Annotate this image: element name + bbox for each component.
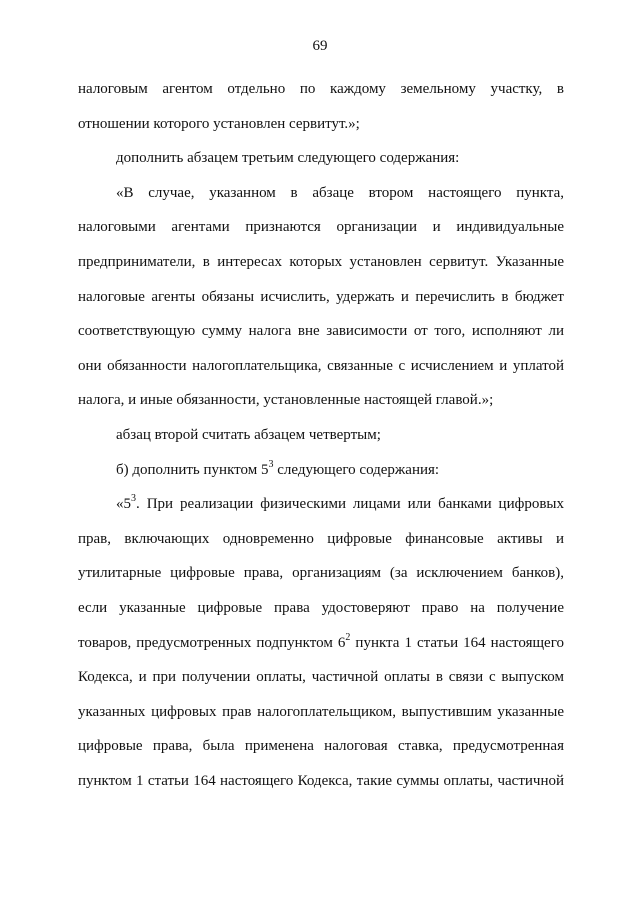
text-line: прав, включающих одновременно цифровые финансовые активы и <box>78 530 564 547</box>
text-line: дополнить абзацем третьим следующего содержания: <box>116 150 460 167</box>
text-line: Кодекса, и при получении оплаты, частичной оплаты в связи с выпуском <box>78 669 564 686</box>
text-line <box>78 487 564 522</box>
document-body <box>78 72 564 798</box>
text-line <box>78 453 564 488</box>
text-line: налоговые агенты обязаны исчислить, удержать и перечислить в бюджет <box>78 288 564 305</box>
text-line: соответствующую сумму налога вне зависимости от того, исполняют ли <box>78 323 564 340</box>
text-fragment: «5 <box>116 496 131 513</box>
text-line: налога, и иные обязанности, установленные настоящей главой.»; <box>78 392 494 409</box>
page-number: 69 <box>312 38 328 54</box>
text-line: утилитарные цифровые права, организациям (за исключением банков), <box>78 565 564 582</box>
text-fragment: б) дополнить пунктом 5 <box>116 461 269 478</box>
text-line: если указанные цифровые права удостоверяют право на получение <box>78 599 564 616</box>
text-line: налоговым агентом отдельно по каждому земельному участку, в <box>78 81 564 97</box>
text-line <box>78 626 564 661</box>
text-fragment: пункта 1 статьи 164 настоящего <box>350 634 564 651</box>
text-line: пунктом 1 статьи 164 настоящего Кодекса, такие суммы оплаты, частичной <box>78 772 564 789</box>
text-line: цифровые права, была применена налоговая ставка, предусмотренная <box>78 738 564 755</box>
text-fragment: следующего содержания: <box>273 461 440 478</box>
superscript: 2 <box>345 631 351 643</box>
text-line: отношении которого установлен сервитут.»; <box>78 115 360 132</box>
text-line: предприниматели, в интересах которых установлен сервитут. Указанные <box>78 253 564 270</box>
text-line: налоговыми агентами признаются организации и индивидуальные <box>78 219 564 236</box>
superscript: 3 <box>268 458 274 470</box>
text-line: указанных цифровых прав налогоплательщиком, выпустившим указанные <box>78 703 564 720</box>
text-line: они обязанности налогоплательщика, связанные с исчислением и уплатой <box>78 357 564 374</box>
text-line: «В случае, указанном в абзаце втором настоящего пункта, <box>116 184 564 201</box>
text-fragment: товаров, предусмотренных подпунктом 6 <box>78 634 346 651</box>
text-line: абзац второй считать абзацем четвертым; <box>116 426 381 443</box>
superscript: 3 <box>131 493 136 505</box>
text-fragment: . При реализации физическими лицами или банками цифровых <box>136 496 564 513</box>
